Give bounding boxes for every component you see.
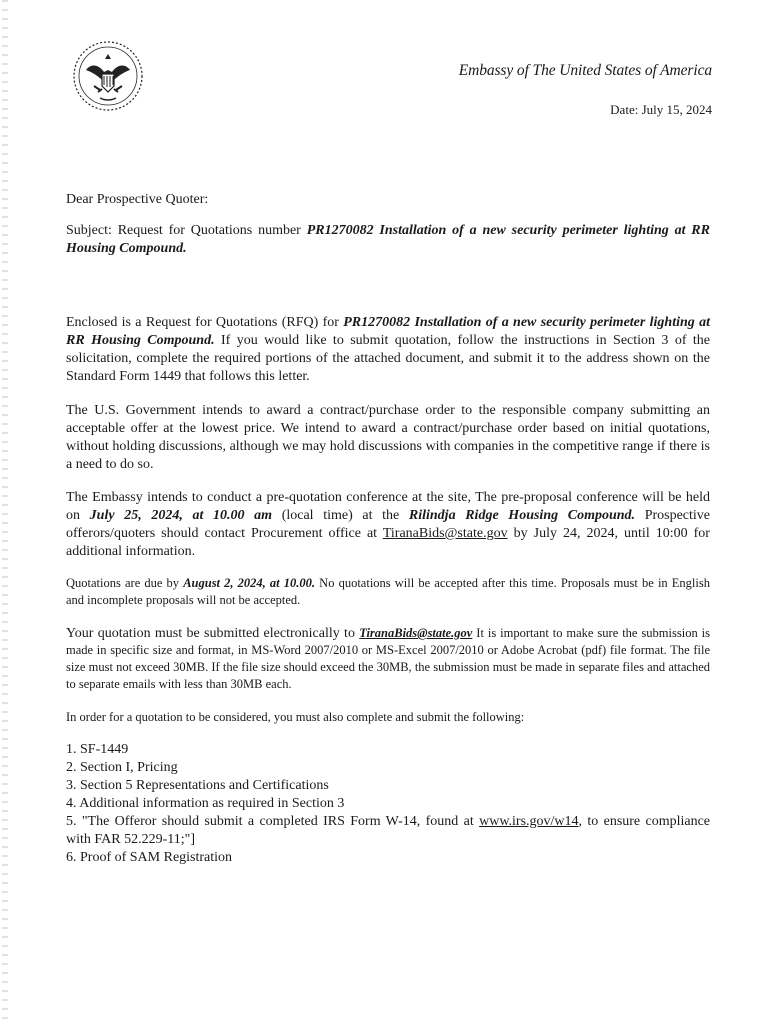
para1-text-start: Enclosed is a Request for Quotations (RFQ) for (66, 315, 344, 330)
paragraph-pre-quotation-conference (66, 489, 710, 561)
list-item: 6. Proof of SAM Registration (66, 850, 233, 865)
list-item: 1. SF-1449 (66, 742, 129, 757)
irs-w14-link[interactable]: www.irs.gov/w14 (479, 814, 579, 829)
paragraph-required-items-intro: In order for a quotation to be considered, you must also complete and submit the following: (66, 710, 525, 724)
list-item (66, 813, 710, 849)
subject-prefix: Subject: Request for Quotations number (66, 223, 307, 238)
scan-edge-artifact (2, 0, 8, 1024)
conference-date: July 25, 2024, at 10.00 am (89, 508, 273, 523)
para4-text-end: No quotations will be accepted after this time. Proposals must be in English and incomplete proposals will not be accepted. (66, 576, 710, 607)
para1-rfq-title: PR1270082 Installation of a new security perimeter lighting at RR Housing Compound. (66, 315, 711, 348)
paragraph-award-intent: The U.S. Government intends to award a contract/purchase order to the responsible company submitting an acceptable offer at the lowest price. We intend to award a contract/purchase order based on initial quotations, without holding discussions, although we may hold discussions with companies in the competitive range if there is a need to do so. (66, 403, 710, 472)
paragraph-submission-format (66, 625, 710, 693)
item5-text-end: , to ensure compliance with FAR 52.229-11;"] (66, 814, 711, 847)
requirements-list (66, 741, 710, 867)
paragraph-enclosed-rfq (66, 314, 710, 386)
submission-email-link[interactable]: TiranaBids@state.gov (359, 626, 473, 640)
letter-date: Date: July 15, 2024 (610, 102, 712, 117)
salutation: Dear Prospective Quoter: (66, 192, 209, 207)
subject-line (66, 222, 710, 258)
list-item: 4. Additional information as required in Section 3 (66, 796, 345, 811)
para5-text-start: Your quotation must be submitted electronically to (66, 626, 360, 641)
quotation-due-date: August 2, 2024, at 10.00. (183, 576, 316, 590)
great-seal-eagle-icon (72, 40, 144, 112)
embassy-name: Embassy of The United States of America (458, 62, 712, 79)
conference-location: Rilindja Ridge Housing Compound. (408, 508, 636, 523)
para3-text-2: (local time) at the (272, 508, 409, 523)
para1-text-end: If you would like to submit quotation, follow the instructions in Section 3 of the solicitation, complete the required portions of the attached document, and submit it to the address shown on the Standard Form 1449 that follows this letter. (66, 333, 711, 384)
subject-title: PR1270082 Installation of a new security perimeter lighting at RR Housing Compound. (66, 223, 710, 256)
list-item: 2. Section I, Pricing (66, 760, 178, 775)
para3-text-1: The Embassy intends to conduct a pre-quotation conference at the site, The pre-proposal conference will be held on (66, 490, 710, 523)
para3-text-3: Prospective offerors/quoters should contact Procurement office at (66, 508, 711, 541)
procurement-email-link[interactable]: TiranaBids@state.gov (382, 526, 508, 541)
item5-text-start: 5. "The Offeror should submit a completed IRS Form W-14, found at (66, 814, 480, 829)
para3-text-4: by July 24, 2024, until 10:00 for additional information. (66, 526, 710, 559)
paragraph-due-date (66, 575, 710, 609)
list-item: 3. Section 5 Representations and Certifications (66, 778, 329, 793)
para4-text-start: Quotations are due by (66, 576, 184, 590)
para5-text-end: It is important to make sure the submission is made in specific size and format, in MS-Word 2007/2010 or MS-Excel 2007/2010 or Adobe Acrobat (pdf) file format. The file size must not exceed 30MB. If the file size should exceed the 30MB, the submission must be made in separate files and attached to separate emails with less than 30MB each. (66, 626, 710, 691)
